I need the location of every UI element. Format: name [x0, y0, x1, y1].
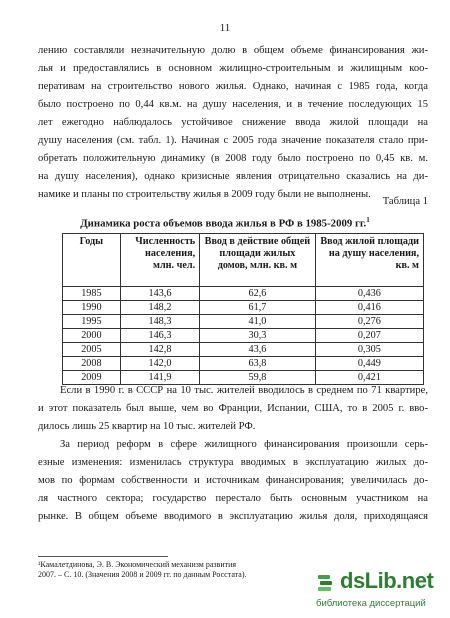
footnote-divider — [38, 556, 168, 557]
cell-population: 148,3 — [120, 315, 199, 329]
cell-per-capita: 0,416 — [315, 301, 423, 315]
header-years: Годы — [63, 234, 121, 287]
cell-year: 1990 — [63, 301, 121, 315]
cell-per-capita: 0,305 — [315, 343, 423, 357]
cell-total-area: 61,7 — [200, 301, 316, 315]
cell-total-area: 63,8 — [200, 357, 316, 371]
table-title-text: Динамика роста объемов ввода жилья в РФ в 1985-2009 гг. — [80, 217, 367, 230]
paragraph-ussr-comparison — [38, 382, 428, 436]
text-line: было построено по 0,44 кв.м. на душу населения, и в течение последующих 15 — [38, 99, 428, 110]
header-total-area: Ввод в действие общей площади жилых домов, млн. кв. м — [200, 234, 316, 287]
header-population: Численность населения, млн. чел. — [120, 234, 199, 287]
table-label: Таблица 1 — [382, 196, 428, 207]
paragraph-reform-changes — [38, 436, 428, 526]
cell-per-capita: 0,276 — [315, 315, 423, 329]
book-stack-icon — [316, 572, 336, 594]
text-line: ля частного сектора; государство перестало быть основным участником на — [38, 493, 428, 504]
table-header-row — [63, 234, 424, 287]
cell-year: 2008 — [63, 357, 121, 371]
cell-year: 1995 — [63, 315, 121, 329]
table-row — [63, 301, 424, 315]
paragraph-housing-finance — [38, 42, 428, 204]
cell-year: 2000 — [63, 329, 121, 343]
text-line: и этот показатель был выше, чем во Франции, Испании, США, то в 2005 г. вво- — [38, 403, 428, 414]
footnote-marker: 1 — [366, 216, 370, 224]
text-line: дилось лишь 25 квартир на 10 тыс. жителей РФ. — [38, 421, 256, 432]
dslib-watermark[interactable] — [312, 568, 448, 616]
text-line: лья и предоставлялись в основном жилищно-строительным и жилищным коо- — [38, 63, 428, 74]
text-line: намике и планы по строительству жилья в 2009 году были не выполнены. — [38, 189, 371, 200]
table-row — [63, 357, 424, 371]
page-number: 11 — [219, 22, 231, 34]
cell-total-area: 59,8 — [200, 371, 316, 385]
footnote — [38, 560, 288, 580]
text-line: лет ежегодно наблюдалось устойчивое снижение ввода жилой площади на — [38, 117, 428, 128]
cell-population: 142,0 — [120, 357, 199, 371]
watermark-logo: dsLib.net — [340, 568, 434, 593]
text-line: обретать положительную динамику (в 2008 году было построено по 0,45 кв. м. — [38, 153, 428, 164]
table-row — [63, 315, 424, 329]
cell-total-area: 30,3 — [200, 329, 316, 343]
text-line: За период реформ в сфере жилищного финансирования произошли серь- — [60, 439, 428, 450]
cell-per-capita: 0,421 — [315, 371, 423, 385]
cell-population: 143,6 — [120, 287, 199, 301]
text-line: мов по формам собственности и источникам финансирования; увеличилась до- — [38, 475, 428, 486]
housing-table — [62, 233, 424, 385]
text-line: душу населения (см. табл. 1). Начиная с 2005 года значение показателя стало при- — [38, 135, 428, 146]
text-line: рынке. В общем объеме вводимого в эксплуатацию жилья доля, приходящаяся — [38, 511, 428, 522]
watermark-subtitle: библиотека диссертаций — [316, 598, 426, 609]
cell-total-area: 41,0 — [200, 315, 316, 329]
cell-per-capita: 0,436 — [315, 287, 423, 301]
text-line: на душу населения), однако кризисные явления отрицательно сказались на ди- — [38, 171, 428, 182]
cell-population: 146,3 — [120, 329, 199, 343]
cell-population: 141,9 — [120, 371, 199, 385]
footnote-line: 2007. – С. 10. (Значения 2008 и 2009 гг. по данным Росстата). — [38, 570, 247, 579]
cell-year: 2005 — [63, 343, 121, 357]
table-row — [63, 287, 424, 301]
cell-total-area: 62,6 — [200, 287, 316, 301]
text-line: Если в 1990 г. в СССР на 10 тыс. жителей вводилось в среднем по 71 квартире, — [60, 385, 428, 396]
cell-population: 142,8 — [120, 343, 199, 357]
text-line: перативам на строительство нового жилья. Однако, начиная с 1985 года, когда — [38, 81, 428, 92]
cell-total-area: 43,6 — [200, 343, 316, 357]
table-title — [0, 216, 450, 230]
footnote-line: ¹Камалетдинова, Э. В. Экономический механизм развития — [38, 560, 237, 569]
cell-per-capita: 0,449 — [315, 357, 423, 371]
table-row — [63, 343, 424, 357]
cell-per-capita: 0,207 — [315, 329, 423, 343]
text-line: лению составляли незначительную долю в общем объеме финансирования жи- — [38, 45, 428, 56]
cell-year: 1985 — [63, 287, 121, 301]
cell-year: 2009 — [63, 371, 121, 385]
table-row — [63, 329, 424, 343]
header-per-capita: Ввод жилой площади на душу населения, кв. м — [315, 234, 423, 287]
cell-population: 148,2 — [120, 301, 199, 315]
text-line: езные изменения: изменилась структура вводимых в эксплуатацию жилых до- — [38, 457, 428, 468]
